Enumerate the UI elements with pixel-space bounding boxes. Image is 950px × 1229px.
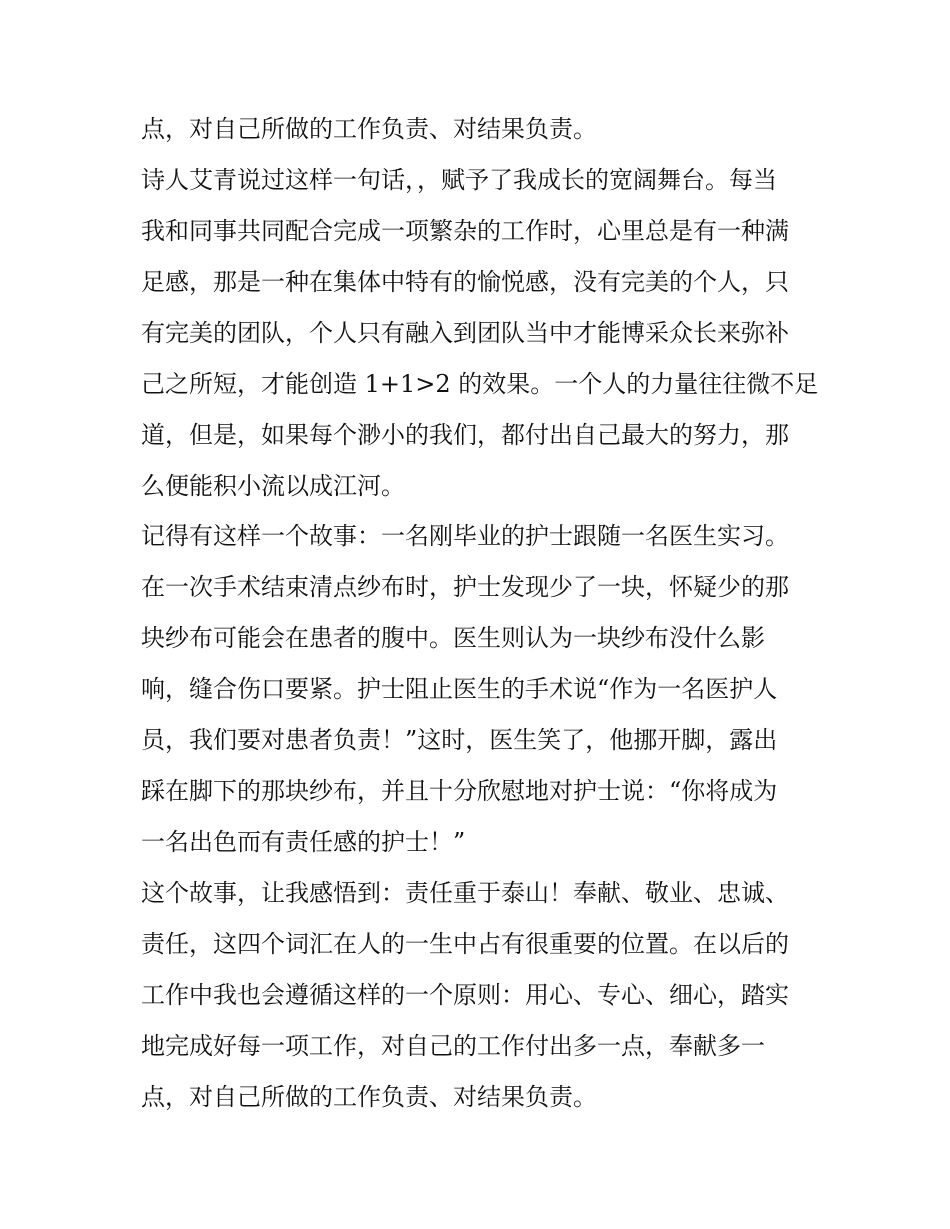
text-line: 块纱布可能会在患者的腹中。医生则认为一块纱布没什么影 bbox=[141, 624, 765, 652]
text-line: 记得有这样一个故事：一名刚毕业的护士跟随一名医生实习。 bbox=[141, 522, 789, 550]
text-line: 员，我们要对患者负责！”这时，医生笑了，他挪开脚，露出 bbox=[141, 726, 778, 754]
text-line: 有完美的团队，个人只有融入到团队当中才能博采众长来弥补 bbox=[141, 319, 789, 347]
text-line: 响，缝合伤口要紧。护士阻止医生的手术说“作为一名医护人 bbox=[141, 675, 778, 703]
text-line: 点，对自己所做的工作负责、对结果负责。 bbox=[141, 115, 597, 143]
text-line: 一名出色而有责任感的护士！” bbox=[141, 828, 466, 856]
text-line: 在一次手术结束清点纱布时，护士发现少了一块，怀疑少的那 bbox=[141, 573, 789, 601]
text-line: 道，但是，如果每个渺小的我们，都付出自己最大的努力，那 bbox=[141, 421, 789, 449]
text-line: 踩在脚下的那块纱布，并且十分欣慰地对护士说：“你将成为 bbox=[141, 777, 778, 805]
text-line: 地完成好每一项工作，对自己的工作付出多一点，奉献多一 bbox=[141, 1032, 765, 1060]
text-line: 诗人艾青说过这样一句话，，赋予了我成长的宽阔舞台。每当 bbox=[141, 166, 777, 194]
text-line: 己之所短，才能创造 1+1>2 的效果。一个人的力量往往微不足 bbox=[141, 370, 819, 398]
text-line: 么便能积小流以成江河。 bbox=[141, 472, 405, 500]
text-line: 工作中我也会遵循这样的一个原则：用心、专心、细心，踏实 bbox=[141, 981, 789, 1009]
text-line: 责任，这四个词汇在人的一生中占有很重要的位置。在以后的 bbox=[141, 930, 789, 958]
text-line: 我和同事共同配合完成一项繁杂的工作时，心里总是有一种满 bbox=[141, 217, 789, 245]
text-line: 点，对自己所做的工作负责、对结果负责。 bbox=[141, 1083, 597, 1111]
text-line: 足感，那是一种在集体中特有的愉悦感，没有完美的个人，只 bbox=[141, 268, 789, 296]
text-line: 这个故事，让我感悟到：责任重于泰山！奉献、敬业、忠诚、 bbox=[141, 879, 789, 907]
